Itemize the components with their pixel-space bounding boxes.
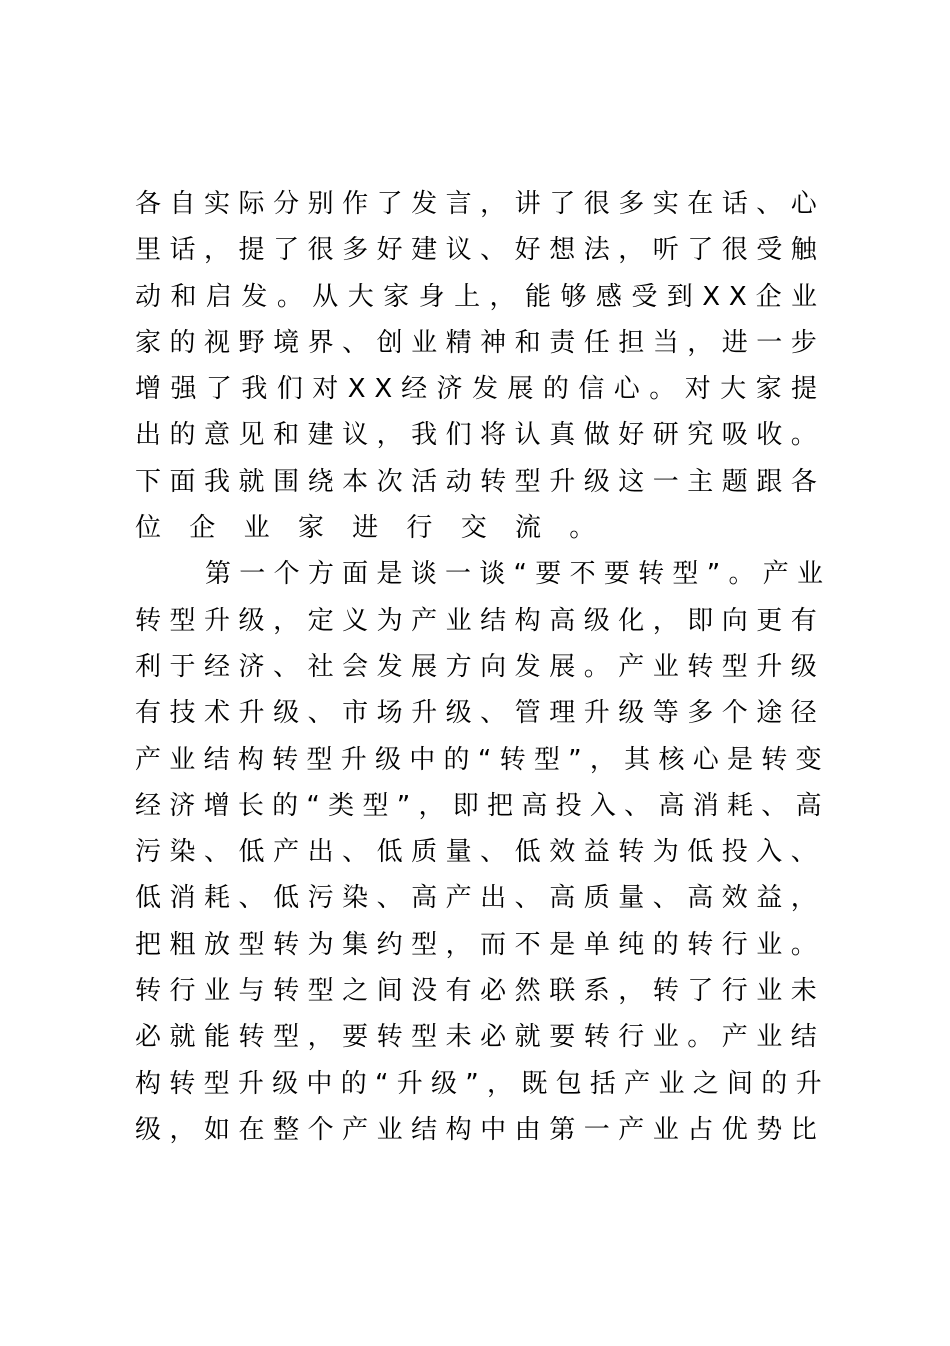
text-line: 转 型 升 级 ， 定 义 为 产 业 结 构 高 级 化 ， 即 向 更 有 (135, 605, 817, 636)
paragraph-1 (135, 181, 817, 551)
text-line: 把 粗 放 型 转 为 集 约 型 ， 而 不 是 单 纯 的 转 行 业 。 (135, 929, 817, 960)
text-line: 低 消 耗 、 低 污 染 、 高 产 出 、 高 质 量 、 高 效 益 ， (135, 883, 817, 914)
text-line: 污 染 、 低 产 出 、 低 质 量 、 低 效 益 转 为 低 投 入 、 (135, 837, 817, 868)
text-line: 构 转 型 升 级 中 的 “ 升 级 ” ， 既 包 括 产 业 之 间 的 升 (135, 1068, 822, 1099)
text-line: 产 业 结 构 转 型 升 级 中 的 “ 转 型 ” ， 其 核 心 是 转 变 (135, 744, 822, 775)
text-line: 转 行 业 与 转 型 之 间 没 有 必 然 联 系 ， 转 了 行 业 未 (135, 976, 817, 1007)
text-line: 有 技 术 升 级 、 市 场 升 级 、 管 理 升 级 等 多 个 途 径 (135, 698, 817, 729)
text-line: 增 强 了 我 们 对 X X 经 济 发 展 的 信 心 。 对 大 家 提 (135, 374, 818, 405)
text-line: 各 自 实 际 分 别 作 了 发 言 ， 讲 了 很 多 实 在 话 、 心 (135, 189, 817, 219)
text-line: 下 面 我 就 围 绕 本 次 活 动 转 型 升 级 这 一 主 题 跟 各 (135, 466, 817, 497)
text-line: 利 于 经 济 、 社 会 发 展 方 向 发 展 。 产 业 转 型 升 级 (135, 651, 817, 682)
text-line: 位 企 业 家 进 行 交 流 。 (135, 513, 606, 544)
text-line: 经 济 增 长 的 “ 类 型 ” ， 即 把 高 投 入 、 高 消 耗 、 高 (135, 790, 822, 821)
text-line: 里 话 ， 提 了 很 多 好 建 议 、 好 想 法 ， 听 了 很 受 触 (135, 235, 817, 266)
text-line: 级 ， 如 在 整 个 产 业 结 构 中 由 第 一 产 业 占 优 势 比 (135, 1114, 817, 1145)
paragraph-2 (135, 551, 824, 1153)
text-line: 必 就 能 转 型 ， 要 转 型 未 必 就 要 转 行 业 。 产 业 结 (135, 1022, 817, 1053)
text-line: 家 的 视 野 境 界 、 创 业 精 神 和 责 任 担 当 ， 进 一 步 (135, 327, 817, 358)
document-body (135, 181, 824, 1153)
text-line: 出 的 意 见 和 建 议 ， 我 们 将 认 真 做 好 研 究 吸 收 。 (135, 420, 817, 451)
text-line: 动 和 启 发 。 从 大 家 身 上 ， 能 够 感 受 到 X X 企 业 (135, 281, 818, 312)
text-line: 第 一 个 方 面 是 谈 一 谈 “ 要 不 要 转 型 ” 。 产 业 (205, 559, 824, 590)
